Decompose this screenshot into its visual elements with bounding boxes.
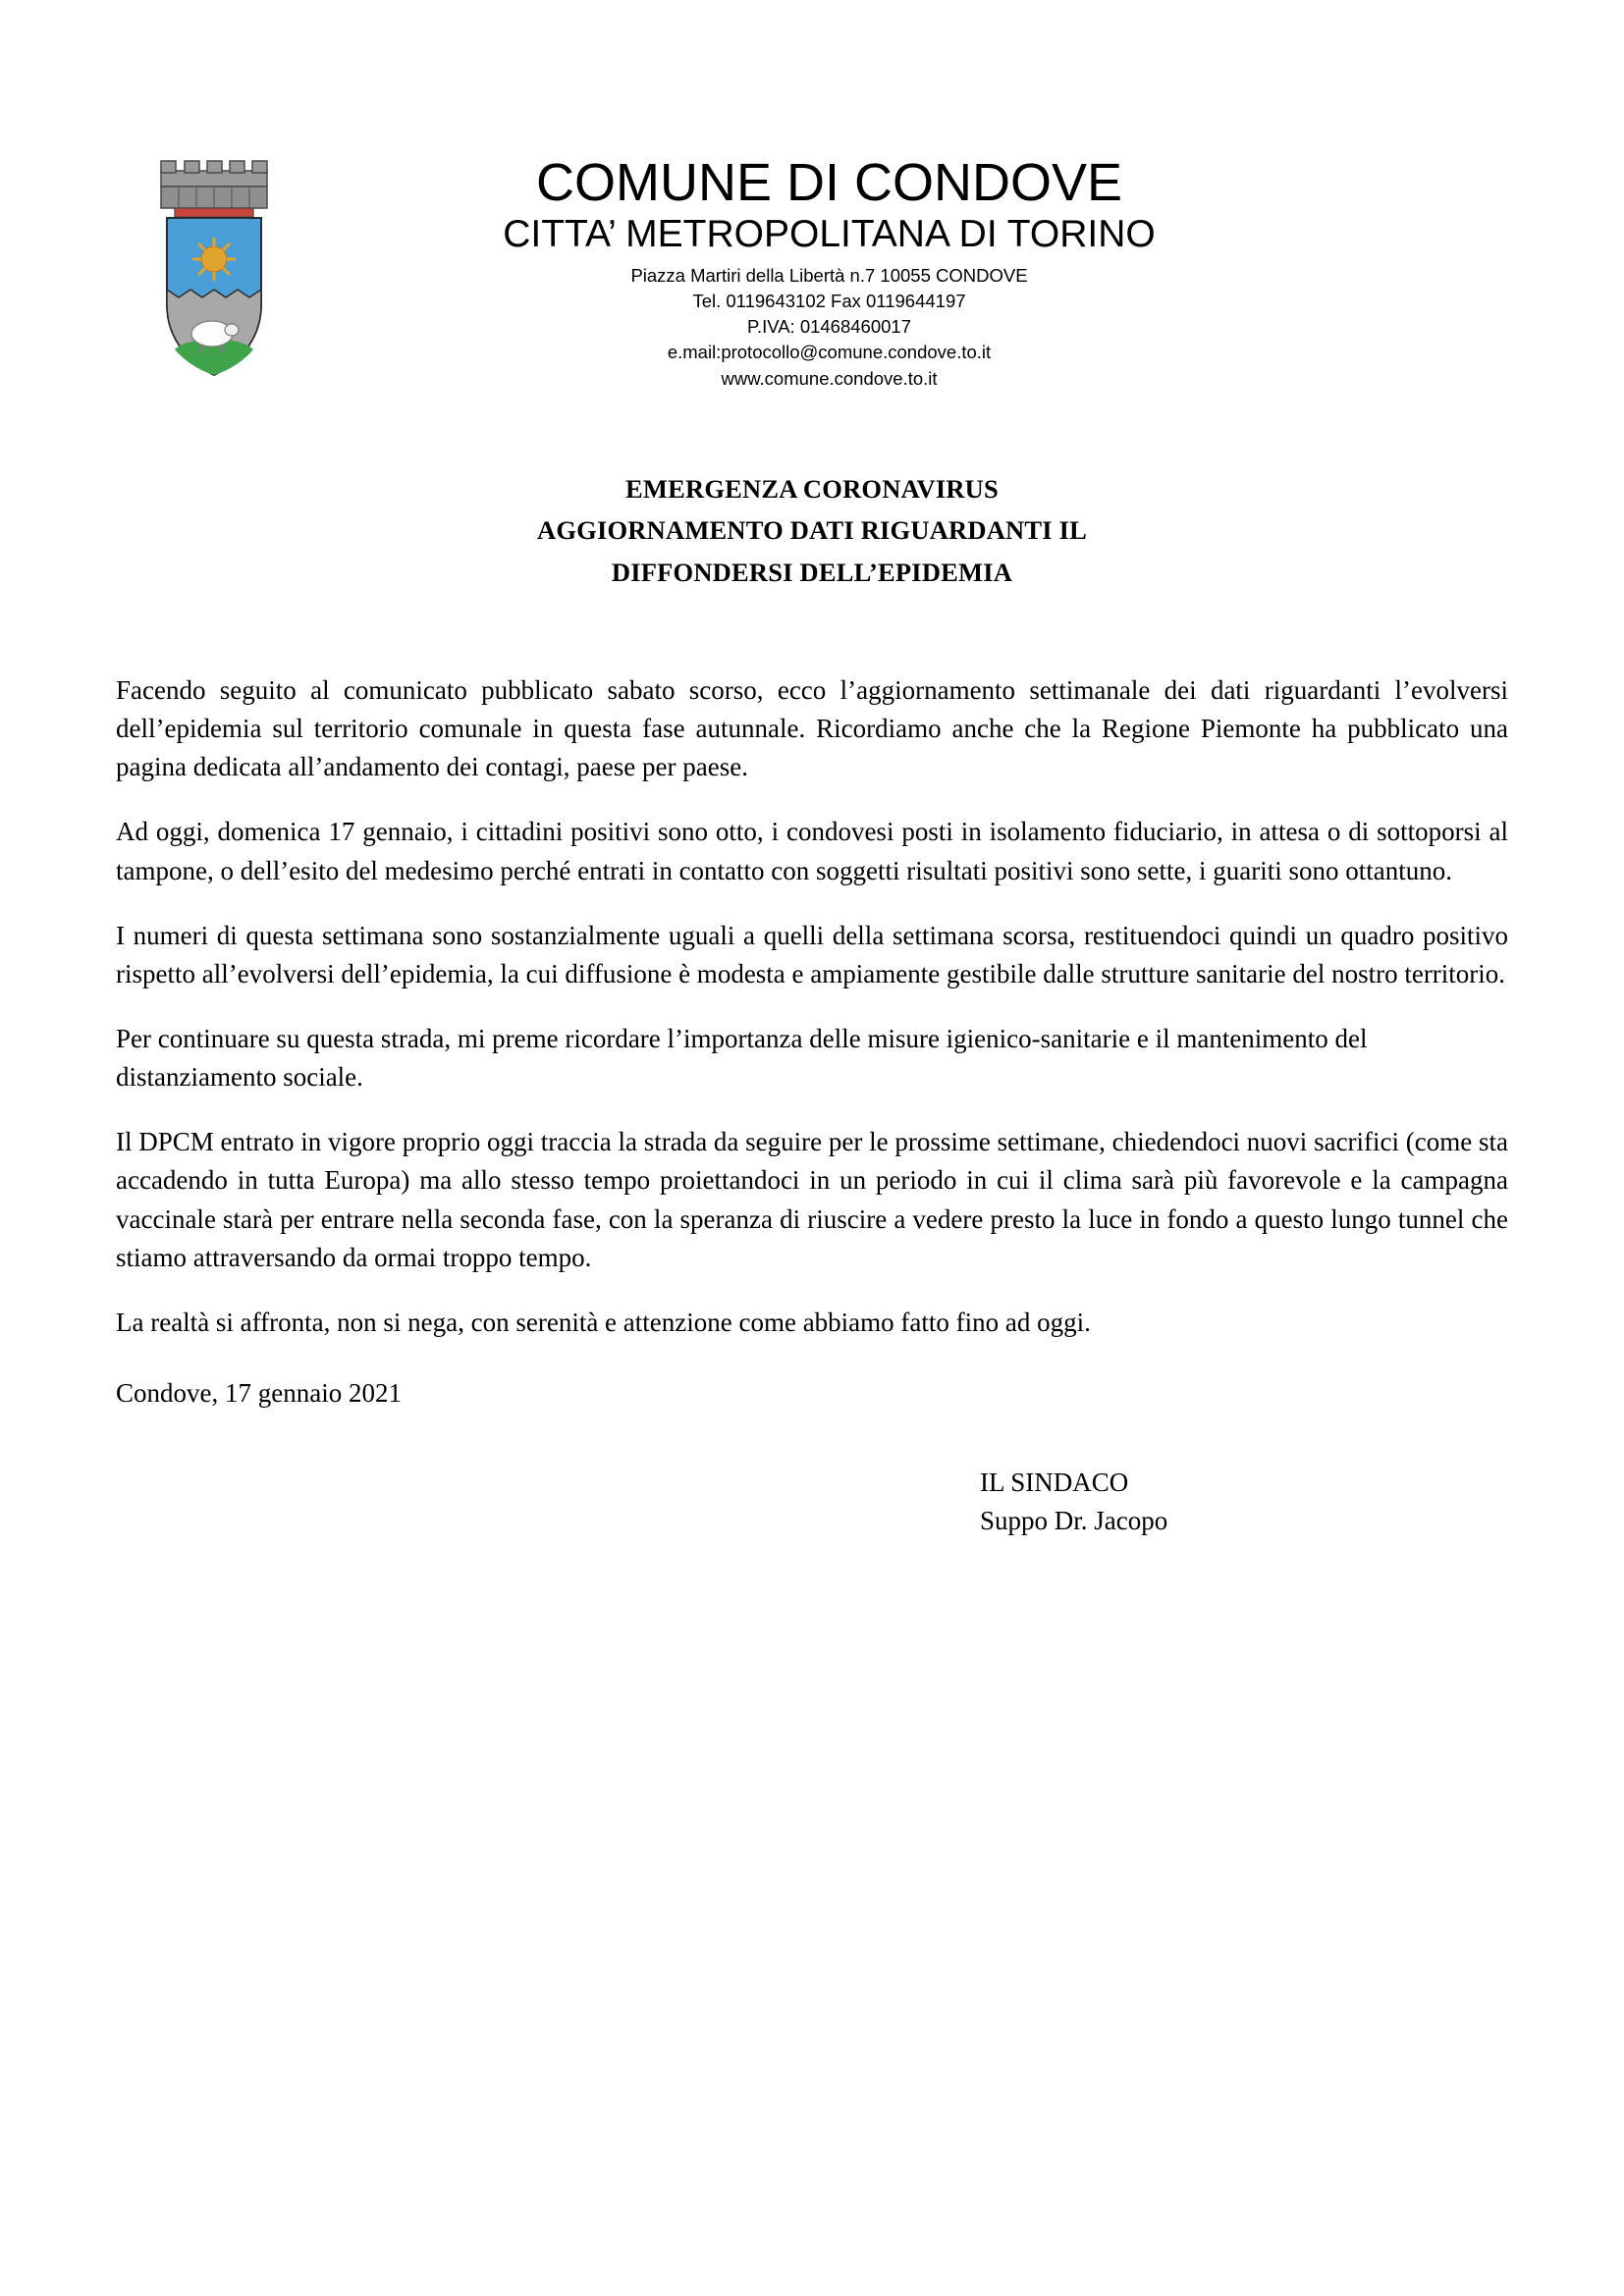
paragraph: I numeri di questa settimana sono sostanzialmente uguali a quelli della settimana scorsa, restituendoci quindi un quadro positivo rispetto all’evolversi dell’epidemia, la cui diffusione è modesta e ampiamente gestibile dalle strutture sanitarie del nostro territorio. <box>116 920 1508 988</box>
contact-address: Piazza Martiri della Libertà n.7 10055 CONDOVE <box>630 264 1028 286</box>
signature-name: Suppo Dr. Jacopo <box>980 1506 1168 1536</box>
paragraph: La realtà si affronta, non si nega, con serenità e attenzione come abbiamo fatto fino ad oggi. <box>116 1307 1091 1337</box>
document-body <box>116 671 1508 1413</box>
contact-block <box>288 263 1371 392</box>
condove-coat-of-arms-icon <box>145 157 283 383</box>
document-title <box>116 468 1508 593</box>
crest-container <box>116 147 288 388</box>
contact-phone-fax: Tel. 0119643102 Fax 0119644197 <box>692 290 966 311</box>
title-line-2: AGGIORNAMENTO DATI RIGUARDANTI IL <box>537 515 1087 546</box>
contact-website: www.comune.condove.to.it <box>721 367 938 389</box>
letterhead <box>116 147 1508 392</box>
title-line-1: EMERGENZA CORONAVIRUS <box>625 473 999 504</box>
organization-name: COMUNE DI CONDOVE <box>535 153 1123 212</box>
letterhead-text <box>288 147 1508 392</box>
organization-subtitle: CITTA’ METROPOLITANA DI TORINO <box>503 212 1156 255</box>
signature-block <box>116 1464 1508 1540</box>
title-line-3: DIFFONDERSI DELL’EPIDEMIA <box>611 557 1013 587</box>
paragraph: Ad oggi, domenica 17 gennaio, i cittadini positivi sono otto, i condovesi posti in isolamento fiduciario, in attesa o di sottoporsi al tampone, o dell’esito del medesimo perché entrati in contatto con soggetti risultati positivi sono sette, i guariti sono ottantuno. <box>116 817 1508 885</box>
paragraph: Facendo seguito al comunicato pubblicato sabato scorso, ecco l’aggiornamento settimanale dei dati riguardanti l’evolversi dell’epidemia sul territorio comunale in questa fase autunnale. Ricordiamo anche che la Regione Piemonte ha pubblicato una pagina dedicata all’andamento dei contagi, paese per paese. <box>116 675 1508 782</box>
contact-vat: P.IVA: 01468460017 <box>747 316 911 338</box>
contact-email: e.mail:protocollo@comune.condove.to.it <box>667 342 992 363</box>
place-and-date: Condove, 17 gennaio 2021 <box>116 1378 402 1408</box>
signature-role: IL SINDACO <box>980 1468 1129 1498</box>
paragraph: Per continuare su questa strada, mi preme ricordare l’importanza delle misure igienico-sanitarie e il mantenimento del distanziamento sociale. <box>116 1024 1368 1093</box>
paragraph: Il DPCM entrato in vigore proprio oggi traccia la strada da seguire per le prossime settimane, chiedendoci nuovi sacrifici (come sta accadendo in tutta Europa) ma allo stesso tempo proiettandoci in un periodo in cui il clima sarà più favorevole e la campagna vaccinale starà per entrare nella seconda fase, con la speranza di riuscire a vedere presto la luce in fondo a questo lungo tunnel che stiamo attraversando da ormai troppo tempo. <box>116 1127 1508 1272</box>
